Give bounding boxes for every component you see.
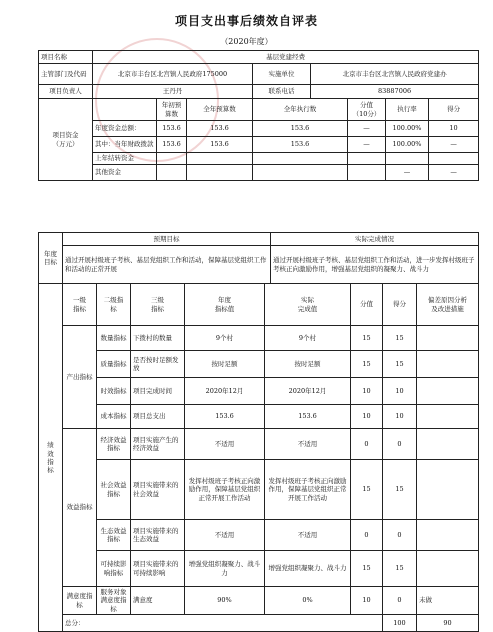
fund-cell: 100.00% (386, 137, 429, 153)
fund-cell (157, 165, 187, 181)
perf-actual: 发挥村级班子考核正向激励作用，保障基层党组织正常开展工作活动 (265, 460, 351, 520)
perf-target: 153.6 (185, 405, 265, 429)
expected-goal-label: 预期目标 (63, 233, 271, 246)
effect-indicator-label: 效益指标 (63, 429, 97, 587)
perf-l2: 成本指标 (97, 405, 131, 429)
perf-target: 9个村 (185, 326, 265, 351)
perf-score: 15 (351, 351, 383, 378)
perf-target: 不适用 (185, 429, 265, 460)
output-indicator-label: 产出指标 (63, 326, 97, 429)
project-name: 基层党建经费 (93, 51, 479, 64)
perf-l3: 项目实施带来的可持续影响 (131, 551, 185, 587)
fund-cell: 153.6 (253, 121, 348, 137)
perf-actual: 增强党组织凝聚力、战斗力 (265, 551, 351, 587)
perf-target: 按时足额 (185, 351, 265, 378)
expected-goal-text: 通过开展村级班子考核、基层党组织工作和活动，保障基层党组织工作和活动的正常开展 (63, 246, 271, 284)
fund-header-4: 执行率 (386, 99, 429, 121)
fund-cell (187, 165, 253, 181)
fund-row-name: 上年结转资金 (93, 153, 157, 165)
perf-got: 0 (383, 520, 417, 551)
perf-l2: 服务对象满意度指标 (97, 587, 131, 615)
perf-score: 10 (351, 405, 383, 429)
fund-cell: 100.00% (386, 121, 429, 137)
dept-label: 主管部门及代码 (39, 64, 93, 85)
perf-l3: 项目实施带来的生态效益 (131, 520, 185, 551)
satisfaction-indicator-label: 满意度指标 (63, 587, 97, 615)
fund-row-name: 其他资金 (93, 165, 157, 181)
perf-header-actual: 实际 完成值 (265, 284, 351, 326)
perf-l3: 满意度 (131, 587, 185, 615)
fund-row-name: 年度资金总额： (93, 121, 157, 137)
perf-header-target: 年度 指标值 (185, 284, 265, 326)
project-name-label: 项目名称 (39, 51, 93, 64)
perf-actual: 0% (265, 587, 351, 615)
perf-got: 15 (383, 460, 417, 520)
perf-l3: 下拨村的数量 (131, 326, 185, 351)
perf-header-l3: 三级 指标 (131, 284, 185, 326)
perf-note (417, 460, 479, 520)
perf-l2: 时效指标 (97, 378, 131, 405)
funds-label: 项目资金 （万元） (39, 99, 93, 181)
fund-cell (187, 153, 253, 165)
fund-cell: 10 (429, 121, 479, 137)
leader-value: 王丹丹 (93, 85, 253, 99)
perf-note (417, 551, 479, 587)
perf-actual: 不适用 (265, 520, 351, 551)
perf-got: 10 (383, 378, 417, 405)
leader-label: 项目负责人 (39, 85, 93, 99)
perf-target: 不适用 (185, 520, 265, 551)
fund-cell: 153.6 (157, 121, 187, 137)
project-info-table (38, 50, 479, 181)
perf-got: 15 (383, 351, 417, 378)
perf-l2: 生态效益指标 (97, 520, 131, 551)
fund-header-1: 全年预算数 (187, 99, 253, 121)
perf-l3: 项目总支出 (131, 405, 185, 429)
perf-l3: 项目完成时间 (131, 378, 185, 405)
total-score: 100 (383, 615, 417, 632)
perf-got: 0 (383, 429, 417, 460)
perf-l2: 质量指标 (97, 351, 131, 378)
perf-got: 15 (383, 551, 417, 587)
perf-got: 15 (383, 326, 417, 351)
perf-score: 10 (351, 587, 383, 615)
perf-l2: 数量指标 (97, 326, 131, 351)
fund-cell (348, 153, 386, 165)
perf-l2: 可持续影响指标 (97, 551, 131, 587)
perf-score: 0 (351, 520, 383, 551)
perf-l3: 项目实施带来的社会效益 (131, 460, 185, 520)
fund-cell: — (348, 121, 386, 137)
perf-note (417, 429, 479, 460)
perf-note (417, 405, 479, 429)
fund-cell (253, 165, 348, 181)
perf-actual: 153.6 (265, 405, 351, 429)
fund-cell: 153.6 (187, 121, 253, 137)
phone-value: 83887006 (311, 85, 479, 99)
perf-side-label: 绩 效 指 标 (39, 284, 63, 632)
fund-header-0: 年初预算数 (157, 99, 187, 121)
performance-table (38, 283, 479, 632)
fund-cell (348, 165, 386, 181)
perf-target: 增强党组织凝聚力、战斗力 (185, 551, 265, 587)
unit-label: 实施单位 (253, 64, 311, 85)
fund-cell (157, 153, 187, 165)
unit-value: 北京市丰台区北宫镇人民政府党建办 (311, 64, 479, 85)
perf-header-score: 分值 (351, 284, 383, 326)
perf-target: 发挥村级班子考核正向激励作用，保障基层党组织正常开展工作活动 (185, 460, 265, 520)
actual-result-label: 实际完成情况 (271, 233, 479, 246)
fund-cell: — (429, 137, 479, 153)
total-got: 90 (417, 615, 479, 632)
perf-note (417, 351, 479, 378)
fund-header-2: 全年执行数 (253, 99, 348, 121)
phone-label: 联系电话 (253, 85, 311, 99)
perf-note (417, 520, 479, 551)
perf-target: 90% (185, 587, 265, 615)
fund-row-name: 其中：当年财政拨款 (93, 137, 157, 153)
goals-label: 年度 目标 (39, 233, 63, 284)
perf-score: 15 (351, 551, 383, 587)
perf-l2: 经济效益指标 (97, 429, 131, 460)
perf-header-note: 偏差原因分析 及改进措施 (417, 284, 479, 326)
goals-table (38, 232, 479, 284)
fund-cell (386, 153, 429, 165)
perf-l3: 是否按时足额发放 (131, 351, 185, 378)
fund-cell: 153.6 (253, 137, 348, 153)
perf-l2: 社会效益指标 (97, 460, 131, 520)
perf-got: 10 (383, 405, 417, 429)
perf-score: 10 (351, 378, 383, 405)
total-label: 总分： (63, 615, 383, 632)
fund-cell: — (348, 137, 386, 153)
dept-value: 北京市丰台区北宫镇人民政府175000 (93, 64, 253, 85)
fund-cell: — (386, 165, 429, 181)
perf-note (417, 326, 479, 351)
fund-header-3: 分值 （10分） (348, 99, 386, 121)
perf-actual: 2020年12月 (265, 378, 351, 405)
fund-header-5: 得分 (429, 99, 479, 121)
perf-header-l1: 一级 指标 (63, 284, 97, 326)
fund-cell: 153.6 (187, 137, 253, 153)
perf-actual: 9个村 (265, 326, 351, 351)
perf-note: 未做 (417, 587, 479, 615)
perf-header-got: 得分 (383, 284, 417, 326)
perf-l3: 项目实施产生的经济效益 (131, 429, 185, 460)
fund-cell: — (429, 165, 479, 181)
perf-note (417, 378, 479, 405)
year-label: （2020年度） (220, 37, 273, 46)
perf-header-l2: 二级指 标 (97, 284, 131, 326)
fund-cell (429, 153, 479, 165)
actual-result-text: 通过开展村级班子考核、基层党组织工作和活动，进一步发挥村级班子考核正向激励作用，增强基层党组织的凝聚力、战斗力 (271, 246, 479, 284)
page-title: 项目支出事后绩效自评表 (174, 14, 318, 28)
perf-score: 15 (351, 326, 383, 351)
fund-cell: 153.6 (157, 137, 187, 153)
perf-actual: 不适用 (265, 429, 351, 460)
perf-score: 15 (351, 460, 383, 520)
perf-actual: 按时足额 (265, 351, 351, 378)
perf-got: 0 (383, 587, 417, 615)
perf-target: 2020年12月 (185, 378, 265, 405)
perf-score: 0 (351, 429, 383, 460)
fund-cell (253, 153, 348, 165)
